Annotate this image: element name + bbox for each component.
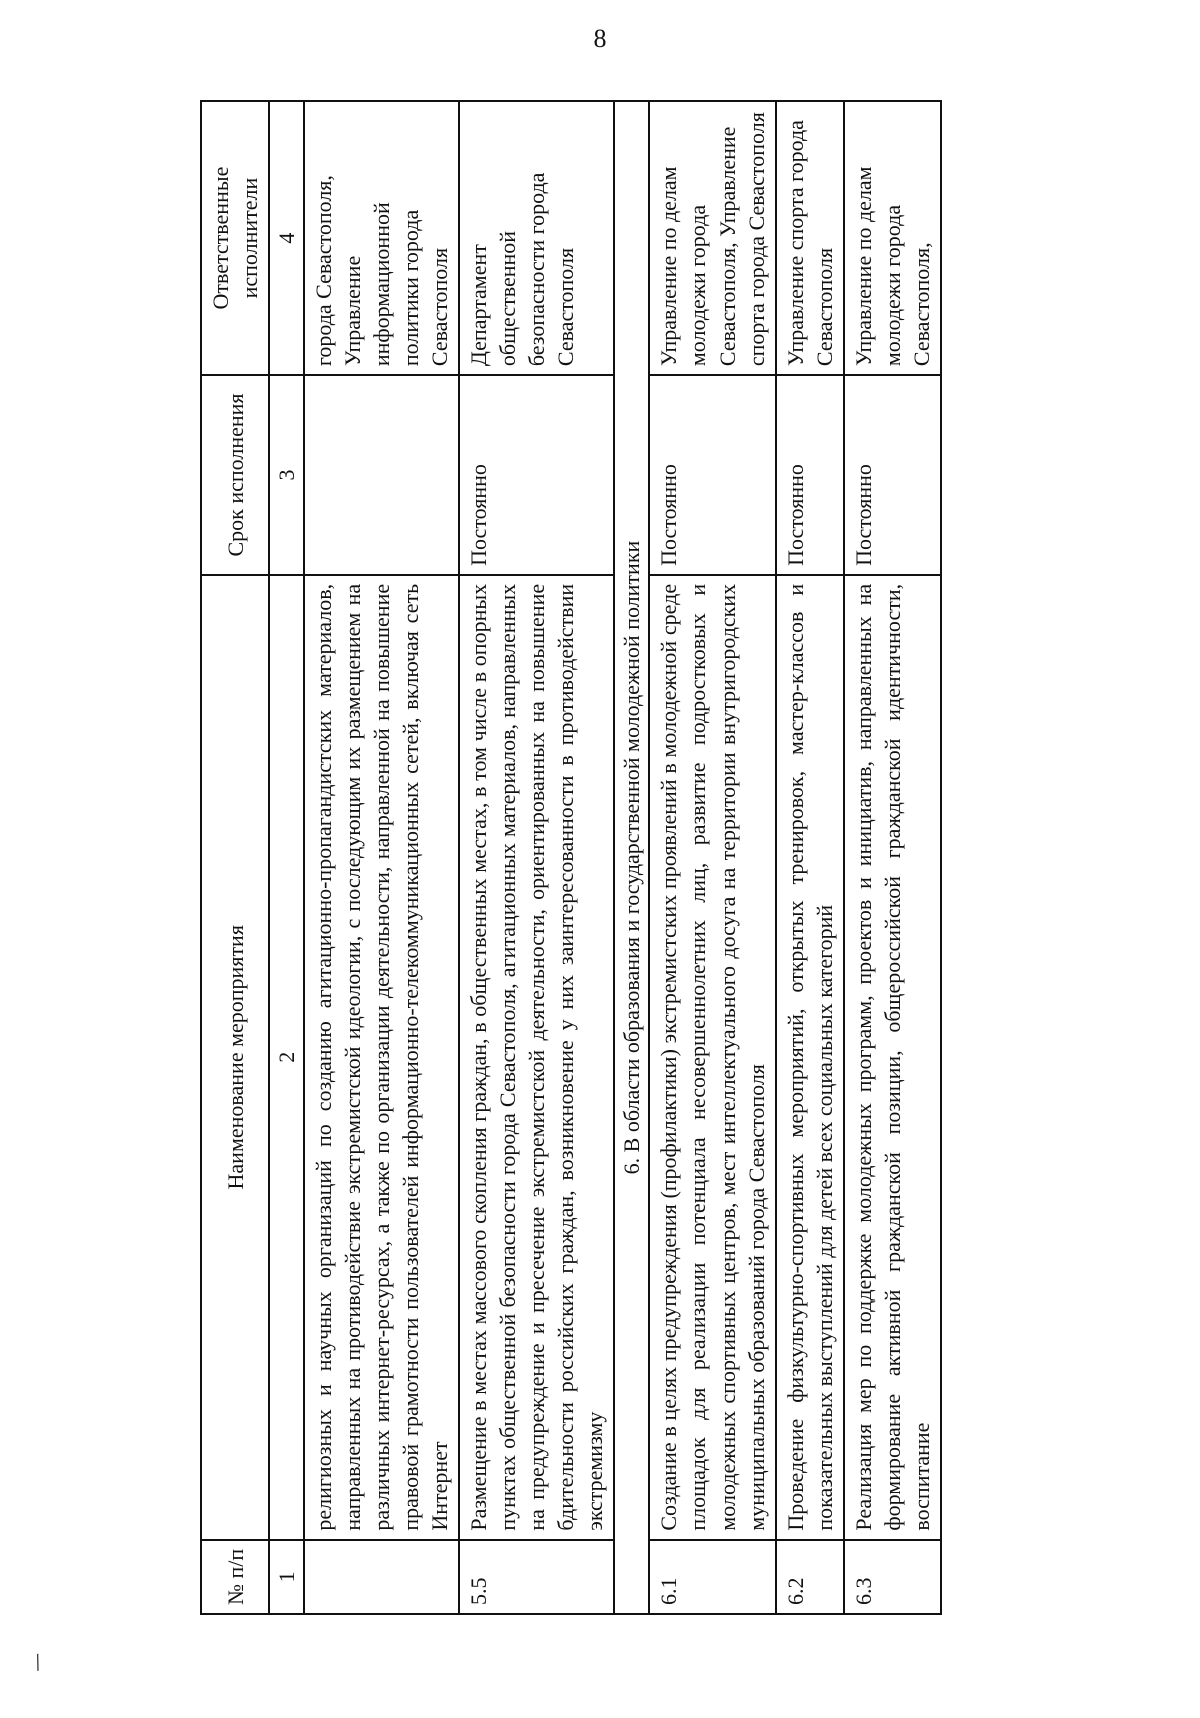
page-number: 8 [593,24,607,53]
row-name: Размещение в местах массового скопления граждан, в общественных местах, в том числе в опорных пунктах общественной безопасности города Севастополя, агитационных материалов, направленных на предупреждение и пресечение экстремистской деятельности, ориентированных на повышение бдительности российских граждан, возникновение у них заинтересованности в противодействии экстремизму [459,575,614,1540]
row-name: религиозных и научных организаций по созданию агитационно-пропагандистских материалов, направленных на противодействие экстремистской идеологии, с последующим их размещением на различных интернет-ресурсах, а также по организации деятельности, направленной на повышение правовой грамотности пользователей информационно-телекоммуникационных сетей, включая сеть Интернет [304,575,459,1540]
row-term: Постоянно [844,375,941,575]
column-number: 2 [269,575,304,1540]
table-row [459,101,614,1614]
table-row [649,101,775,1614]
header-resp: Ответственные исполнители [201,101,269,375]
header-name: Наименование мероприятия [201,575,269,1540]
column-number-row [269,101,304,1614]
margin-mark: / [30,1649,46,1677]
events-table [200,100,942,1615]
column-number: 4 [269,101,304,375]
row-resp: Управление спорта города Севастополя [776,101,844,375]
row-num: 5.5 [459,1540,614,1614]
header-num: № п/п [201,1540,269,1614]
section-row [614,101,649,1614]
table-row [776,101,844,1614]
row-resp: Департамент общественной безопасности города Севастополя [459,101,614,375]
row-term: Постоянно [459,375,614,575]
row-resp: Управление по делам молодежи города Севастополя, Управление спорта города Севастополя [649,101,775,375]
header-term: Срок исполнения [201,375,269,575]
row-term: Постоянно [649,375,775,575]
table-row [304,101,459,1614]
column-number: 3 [269,375,304,575]
row-name: Реализация мер по поддержке молодежных программ, проектов и инициатив, направленных на формирование активной гражданской позиции, общероссийской гражданской идентичности, воспитание [844,575,941,1540]
row-resp: Управление по делам молодежи города Севастополя, [844,101,941,375]
row-num: 6.2 [776,1540,844,1614]
table-wrapper [200,100,1200,1615]
row-term [304,375,459,575]
row-num [304,1540,459,1614]
row-num: 6.1 [649,1540,775,1614]
row-term: Постоянно [776,375,844,575]
section-title: 6. В области образования и государственной молодежной политики [614,101,649,1614]
rotated-page-area [200,100,1200,1615]
row-resp: города Севастополя, Управление информационной политики города Севастополя [304,101,459,375]
column-number: 1 [269,1540,304,1614]
table-header-row [201,101,269,1614]
row-name: Создание в целях предупреждения (профилактики) экстремистских проявлений в молодежной среде площадок для реализации потенциала несовершеннолетних лиц, развитие подростковых и молодежных спортивных центров, мест интеллектуального досуга на территории внутригородских муниципальных образований города Севастополя [649,575,775,1540]
row-num: 6.3 [844,1540,941,1614]
row-name: Проведение физкультурно-спортивных мероприятий, открытых тренировок, мастер-классов и показательных выступлений для детей всех социальных категорий [776,575,844,1540]
table-row [844,101,941,1614]
